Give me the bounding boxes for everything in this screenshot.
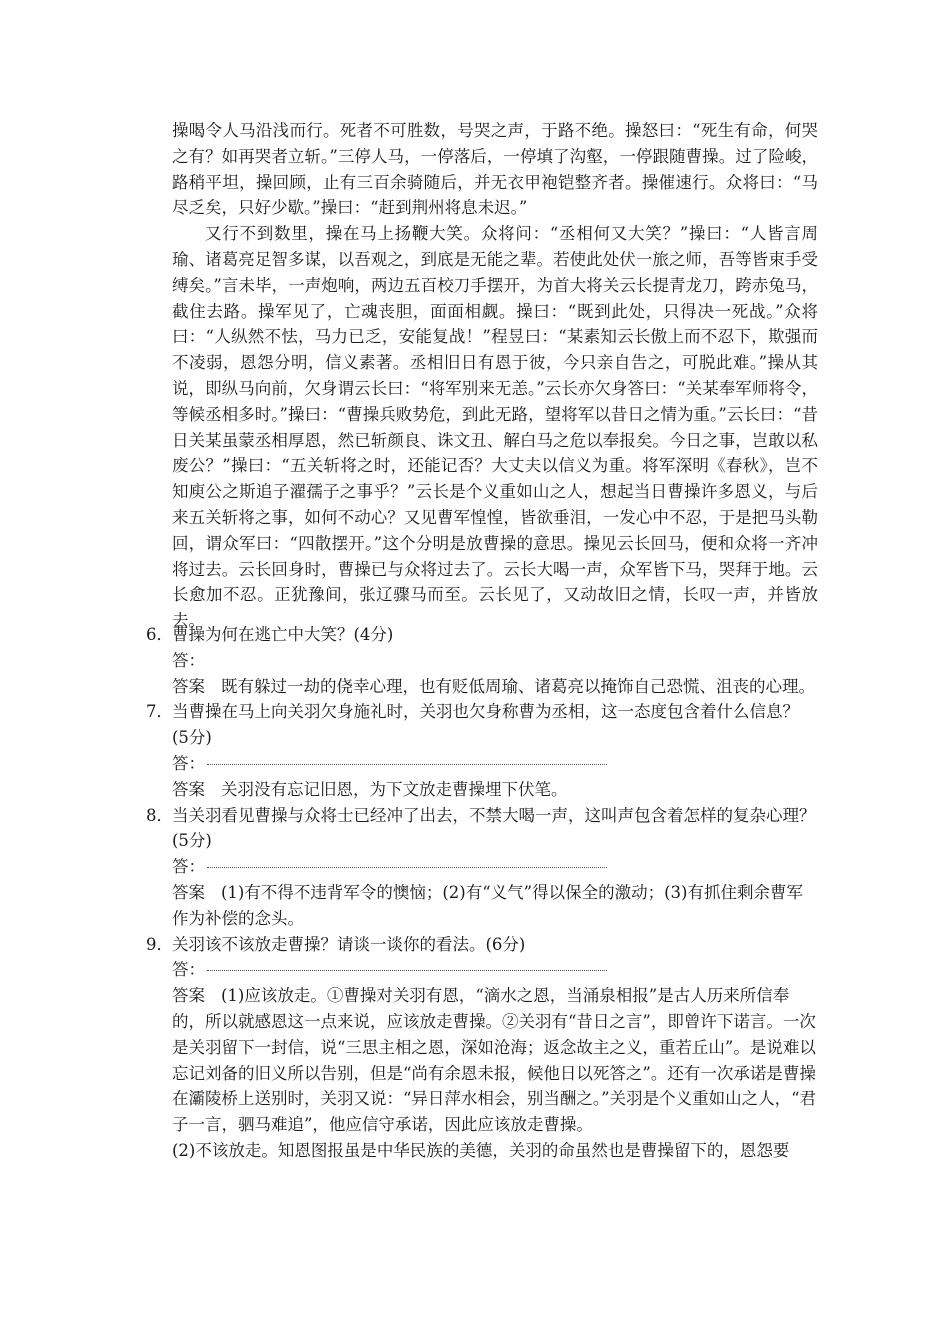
answer-label: 答案	[172, 779, 205, 799]
question-text: 当关羽看见曹操与众将士已经冲了出去，不禁大喝一声，这叫声包含着怎样的复杂心理？	[172, 805, 816, 825]
reading-passage	[172, 118, 818, 634]
dotted-answer-line[interactable]	[207, 763, 607, 765]
answer-text: (1)应该放走。①曹操对关羽有恩，“滴水之恩，当涌泉相报”是古人历来所信奉的，所以就感恩这一点来说，应该放走曹操。②关羽有“昔日之言”，即曾许下诺言。一次是关羽留下一封信，说“三思主相之恩，深如沧海；返念故主之义，重若丘山”。是说难以忘记刘备的旧义所以告别，但是“尚有余恩未报，候他日以死答之”。还有一次承诺是曹操在灞陵桥上送别时，关羽又说：“异日萍水相会，别当酬之。”关羽是个义重如山之人，“君子一言，驷马难追”，他应信守承诺，因此应该放走曹操。	[172, 986, 817, 1135]
question-8	[146, 803, 818, 932]
answer-block	[146, 674, 818, 700]
answer-text: 关羽没有忘记旧恩，为下文放走曹操埋下伏笔。	[221, 779, 568, 799]
question-points: (5分)	[172, 831, 212, 851]
question-6	[146, 622, 818, 699]
question-points: (5分)	[172, 728, 212, 748]
passage-paragraph-1: 操喝令人马沿浅而行。死者不可胜数，号哭之声，于路不绝。操怒曰：“死生有命，何哭之有？如再哭者立斩。”三停人马，一停落后，一停填了沟壑，一停跟随曹操。过了险峻，路稍平坦，操回顾，止有三百余骑随后，并无衣甲袍铠整齐者。操催速行。众将曰：“马尽乏矣，只好少歇。”操曰：“赶到荆州将息未迟。”	[172, 121, 818, 218]
question-text: 当曹操在马上向关羽欠身施礼时，关羽也欠身称曹为丞相，这一态度包含着什么信息？	[172, 702, 799, 722]
answer-prompt: 答：	[172, 650, 205, 670]
answer-block	[146, 880, 818, 932]
answer-prompt: 答：	[172, 960, 205, 980]
question-number: 8．	[146, 805, 173, 825]
answer-block	[146, 777, 818, 803]
answer-label: 答案	[172, 986, 205, 1006]
answer-input-line[interactable]	[146, 957, 818, 983]
dotted-answer-line[interactable]	[207, 969, 607, 971]
answer-label: 答案	[172, 676, 205, 696]
answer-text: (1)有不得不违背军令的懊恼；(2)有“义气”得以保全的激动；(3)有抓住剩余曹军作为补偿的念头。	[172, 882, 803, 928]
answer-continuation: (2)不该放走。知恩图报虽是中华民族的美德，关羽的命虽然也是曹操留下的，恩怨要	[172, 1140, 790, 1160]
question-text: 曹操为何在逃亡中大笑？(4分)	[172, 625, 394, 644]
answer-prompt: 答：	[172, 857, 205, 877]
question-number: 6．	[146, 625, 173, 644]
question-number: 9．	[146, 934, 173, 954]
answer-input-line[interactable]	[146, 751, 818, 777]
passage-paragraph-2: 又行不到数里，操在马上扬鞭大笑。众将问：“丞相何又大笑？”操曰：“人皆言周瑜、诸葛亮足智多谋，以吾观之，到底是无能之辈。若使此处伏一旅之师，吾等皆束手受缚矣。”言未毕，一声炮响，两边五百校刀手摆开，为首大将关云长提青龙刀，跨赤兔马，截住去路。操军见了，亡魂丧胆，面面相觑。操曰：“既到此处，只得决一死战。”众将曰：“人纵然不怯，马力已乏，安能复战！”程昱曰：“某素知云长傲上而不忍下，欺强而不凌弱，恩怨分明，信义素著。丞相旧日有恩于彼，今只亲自告之，可脱此难。”操从其说，即纵马向前，欠身谓云长曰：“将军别来无恙。”云长亦欠身答曰：“关某奉军师将令，等候丞相多时。”操曰：“曹操兵败势危，到此无路，望将军以昔日之情为重。”云长曰：“昔日关某虽蒙丞相厚恩，然已斩颜良、诛文丑、解白马之危以奉报矣。今日之事，岂敢以私废公？”操曰：“五关斩将之时，还能记否？大丈夫以信义为重。将军深明《春秋》，岂不知庾公之斯追子濯孺子之事乎？”云长是个义重如山之人，想起当日曹操许多恩义，与后来五关斩将之事，如何不动心？又见曹军惶惶，皆欲垂泪，一发心中不忍，于是把马头勒回，谓众军曰：“四散摆开。”这个分明是放曹操的意思。操见云长回马，便和众将一齐冲将过去。云长回身时，曹操已与众将过去了。云长大喝一声，众军皆下马，哭拜于地。云长愈加不忍。正犹豫间，张辽骤马而至。云长见了，又动故旧之情，长叹一声，并皆放去。	[172, 224, 818, 631]
question-list	[146, 622, 818, 1164]
answer-block	[146, 983, 818, 1138]
answer-label: 答案	[172, 882, 205, 902]
dotted-answer-line[interactable]	[207, 866, 607, 868]
answer-prompt: 答：	[172, 753, 205, 773]
question-number: 7．	[146, 702, 173, 722]
question-7	[146, 699, 818, 802]
question-9	[146, 932, 818, 1164]
answer-input-line[interactable]	[146, 854, 818, 880]
answer-text: 既有躲过一劫的侥幸心理，也有贬低周瑜、诸葛亮以掩饰自己恐慌、沮丧的心理。	[221, 676, 815, 696]
question-text: 关羽该不该放走曹操？请谈一谈你的看法。(6分)	[172, 934, 526, 954]
